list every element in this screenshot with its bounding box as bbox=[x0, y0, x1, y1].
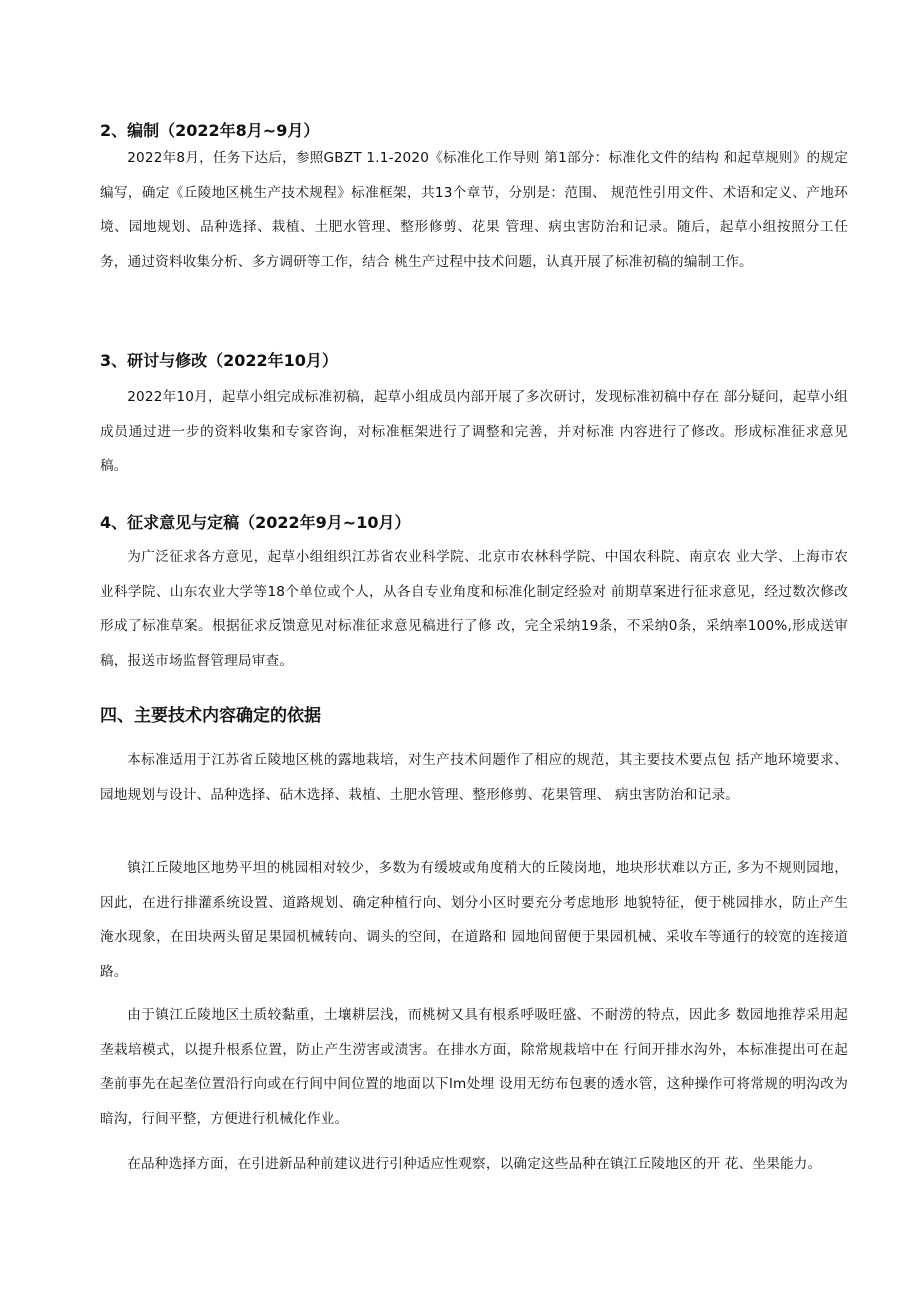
paragraph-discussion: 2022年10月，起草小组完成标准初稿，起草小组成员内部开展了多次研讨，发现标准初稿中存在 部分疑问，起草小组成员通过进一步的资料收集和专家咨询，对标准框架进行了调整和完善，并对标准 内容进行了修改。形成标准征求意见稿。 bbox=[100, 389, 848, 474]
section-heading-discussion: 3、研讨与修改（2022年10月） bbox=[100, 351, 338, 370]
paragraph-ridge-cultivation: 由于镇江丘陵地区土质较黏重，土壤耕层浅，而桃树又具有根系呼吸旺盛、不耐涝的特点，因此多 数园地推荐采用起垄栽培模式，以提升根系位置，防止产生涝害或渍害。在排水方面，除常规栽培中在 行间开排水沟外，本标准提出可在起垄前事先在起垄位置沿行向或在行间中间位置的地面以下lm处埋 设用无纺布包裹的透水管，这种操作可将常规的明沟改为暗沟，行间平整，方便进行机械化作业。 bbox=[100, 1007, 848, 1127]
paragraph-consultation: 为广泛征求各方意见，起草小组组织江苏省农业科学院、北京市农林科学院、中国农科院、南京农 业大学、上海市农业科学院、山东农业大学等18个单位或个人，从各自专业角度和标准化制定经验对 前期草案进行征求意见，经过数次修改形成了标准草案。根据征求反馈意见对标准征求意见稿进行了修 改，完全采纳19条，不采纳0条，采纳率100%,形成送审稿，报送市场监督管理局审查。 bbox=[100, 549, 848, 669]
paragraph-variety-selection: 在品种选择方面，在引进新品种前建议进行引种适应性观察，以确定这些品种在镇江丘陵地区的开 花、坐果能力。 bbox=[127, 1156, 822, 1172]
paragraph-site-planning: 镇江丘陵地区地势平坦的桃园相对较少，多数为有缓坡或角度稍大的丘陵岗地，地块形状难以方正, 多为不规则园地，因此，在进行排灌系统设置、道路规划、确定种植行向、划分小区时要充分考虑地形 地貌特征，便于桃园排水，防止产生淹水现象，在田块两头留足果园机械转向、调头的空间，在道路和 园地间留便于果园机械、采收车等通行的较宽的连接道路。 bbox=[100, 860, 848, 980]
paragraph-scope: 本标准适用于江苏省丘陵地区桃的露地栽培，对生产技术问题作了相应的规范，其主要技术要点包 括产地环境要求、园地规划与设计、品种选择、砧木选择、栽植、土肥水管理、整形修剪、花果管理、 病虫害防治和记录。 bbox=[100, 752, 848, 803]
section-heading-technical-basis: 四、主要技术内容确定的依据 bbox=[100, 706, 321, 726]
paragraph-compilation: 2022年8月，任务下达后，参照GBZT 1.1-2020《标准化工作导则 第1部分：标准化文件的结构 和起草规则》的规定编写，确定《丘陵地区桃生产技术规程》标准框架，共13个章节，分别是：范围、 规范性引用文件、术语和定义、产地环境、园地规划、品种选择、栽植、土肥水管理、整形修剪、花果 管理、病虫害防治和记录。随后，起草小组按照分工任务，通过资料收集分析、多方调研等工作，结合 桃生产过程中技术问题，认真开展了标准初稿的编制工作。 bbox=[100, 150, 848, 270]
section-heading-consultation: 4、征求意见与定稿（2022年9月~10月） bbox=[100, 513, 411, 532]
section-heading-compilation: 2、编制（2022年8月~9月） bbox=[100, 121, 320, 140]
